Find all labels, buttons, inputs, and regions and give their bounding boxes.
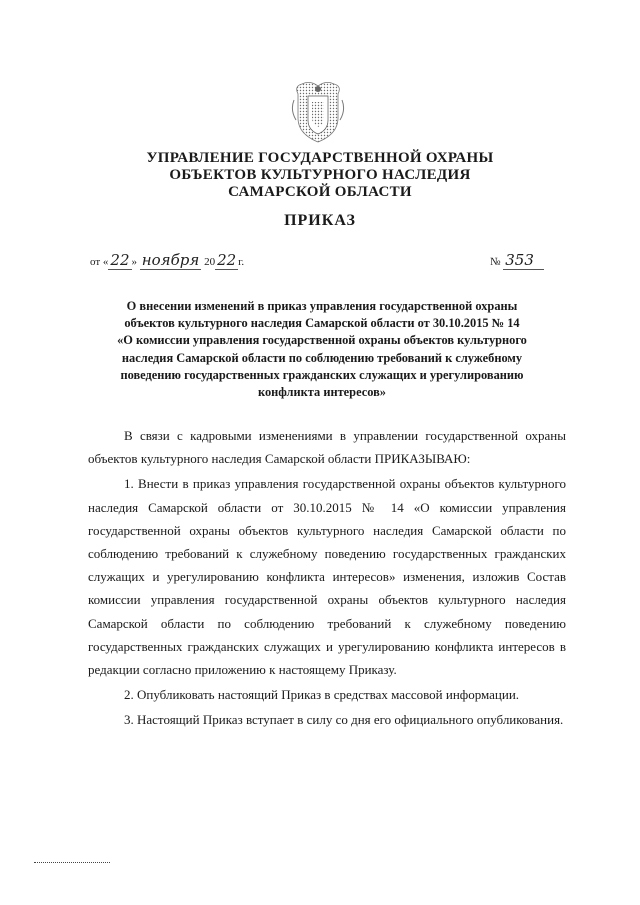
agency-header (110, 150, 530, 201)
date-mid: » (131, 256, 138, 268)
body-item-1: 1. Внести в приказ управления государственной охраны объектов культурного наследия Самарской области от 30.10.2015 № 14 «О комиссии управления государственной охраны объектов культурного наследия Самарской области по соблюдению требований к служебному поведению государственных гражданских служащих и урегулированию конфликта интересов» изменения, изложив Состав комиссии управления государственной охраны объектов культурного наследия Самарской области по соблюдению требований к служебному поведению государственных гражданских служащих и урегулированию конфликта интересов в редакции согласно приложению к настоящему Приказу. (88, 476, 566, 678)
subject-line-2: объектов культурного наследия Самарской области от 30.10.2015 № 14 (124, 316, 520, 331)
footer-divider (34, 862, 110, 863)
body-item-3: 3. Настоящий Приказ вступает в силу со дня его официального опубликования. (124, 712, 564, 728)
subject-line-6: конфликта интересов» (257, 385, 386, 400)
header-line-3: САМАРСКОЙ ОБЛАСТИ (228, 184, 412, 200)
date-day: 22 (110, 251, 130, 269)
date-suffix: г. (238, 256, 245, 268)
number-value: 353 (503, 251, 544, 270)
body-item-2: 2. Опубликовать настоящий Приказ в средствах массовой информации. (124, 687, 520, 703)
number-prefix: № (490, 256, 501, 268)
order-title: ПРИКАЗ (284, 212, 356, 229)
subject-line-5: поведению государственных гражданских служащих и урегулированию (120, 367, 524, 382)
order-number (490, 251, 570, 269)
date-year-prefix: 20 (204, 256, 216, 268)
subject-line-4: наследия Самарской области по соблюдению требований к служебному (121, 350, 523, 365)
order-subject (92, 298, 552, 401)
body-intro: В связи с кадровыми изменениями в управлении государственной охраны объектов культурного наследия Самарской области ПРИКАЗЫВАЮ: (88, 428, 566, 467)
subject-line-3: «О комиссии управления государственной охраны объектов культурного (117, 333, 527, 348)
coat-of-arms-emblem (290, 80, 346, 144)
header-line-2: ОБЪЕКТОВ КУЛЬТУРНОГО НАСЛЕДИЯ (169, 167, 471, 183)
header-line-1: УПРАВЛЕНИЕ ГОСУДАРСТВЕННОЙ ОХРАНЫ (146, 150, 494, 166)
date-year: 22 (217, 251, 237, 269)
subject-line-1: О внесении изменений в приказ управления государственной охраны (126, 299, 518, 313)
order-date (90, 251, 290, 269)
order-body (88, 424, 566, 732)
date-month: ноября (141, 251, 200, 269)
date-prefix: от « (90, 256, 109, 268)
